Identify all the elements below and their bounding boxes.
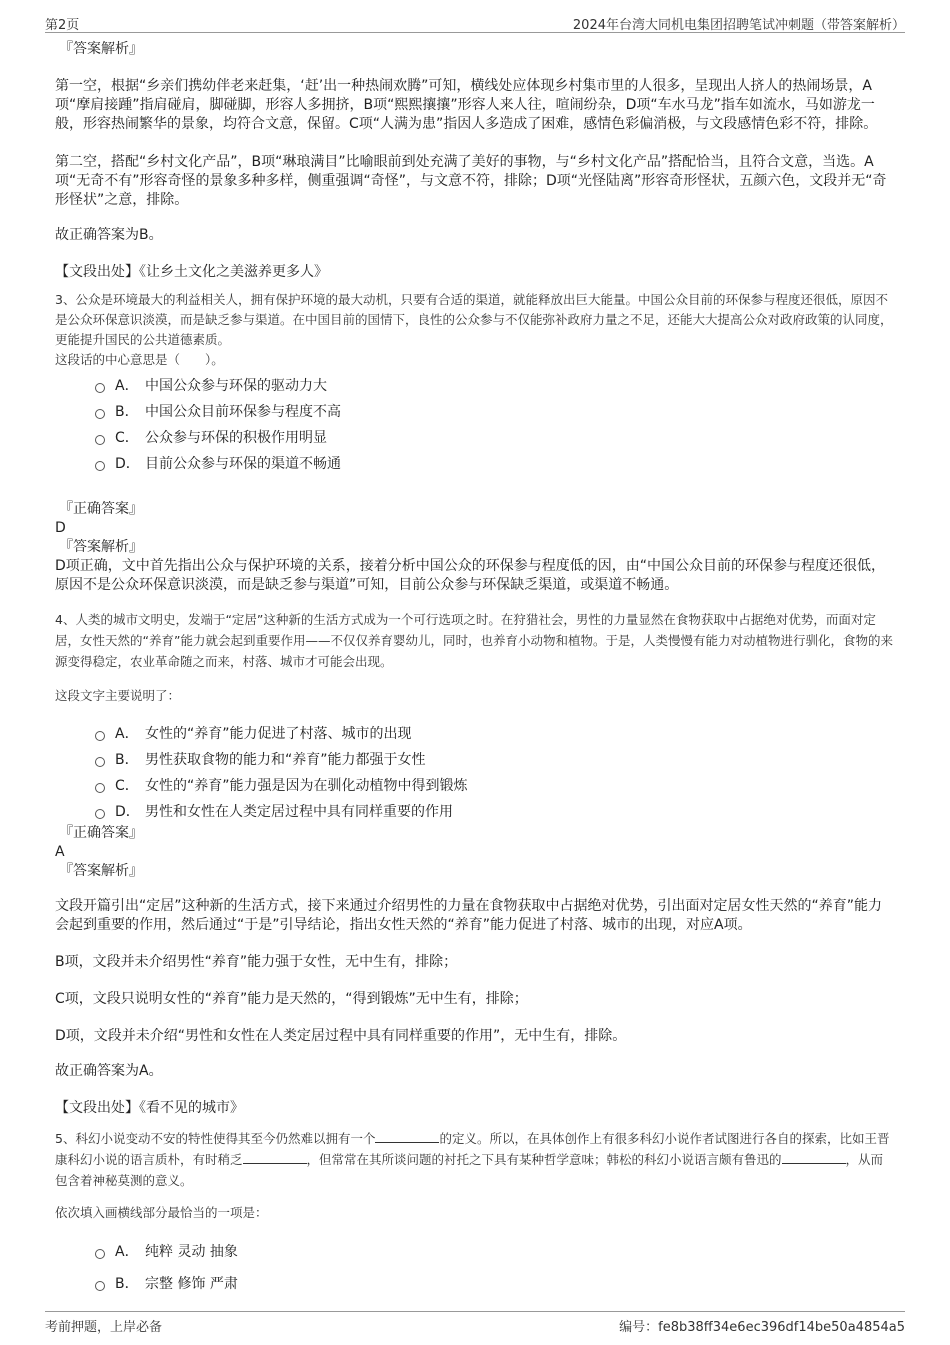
radio-icon[interactable]: [95, 757, 105, 767]
q2-analysis-para1: 第一空，根据“乡亲们携幼伴老来赶集，‘赶’出一种热闹欢腾”可知，横线处应体现乡村集市里的人很多，呈现出人挤人的热闹场景，A项“摩肩接踵”指肩碰肩，脚碰脚，形容人多拥挤，B项“熙熙攘攘”形容人来人往，喧闹纷杂，D项“车水马龙”指车如流水，马如游龙一般，形容热闹繁华的景象，均符合文意，保留。C项“人满为患”指因人多造成了困难，感情色彩偏消极，与文段感情色彩不符，排除。: [55, 78, 878, 132]
q4-analysis-1: 文段开篇引出“定居”这种新的生活方式，接下来通过介绍男性的力量在食物获取中占据绝对优势，引出面对定居女性天然的“养育”能力会起到重要的作用，然后通过“于是”引导结论，指出女性天然的“养育”能力促进了村落、城市的出现，对应A项。: [55, 898, 883, 933]
q3-option-a[interactable]: A． 中国公众参与环保的驱动力大: [95, 372, 895, 398]
radio-icon[interactable]: [95, 1249, 105, 1259]
radio-icon[interactable]: [95, 809, 105, 819]
fill-blank: [782, 1151, 846, 1164]
q4-option-d[interactable]: D． 男性和女性在人类定居过程中具有同样重要的作用: [95, 798, 895, 824]
footer-slogan: 考前押题，上岸必备: [45, 1320, 163, 1335]
q4-option-b[interactable]: B． 男性获取食物的能力和“养育”能力都强于女性: [95, 746, 895, 772]
q5-stem: 5、科幻小说变动不安的特性使得其至今仍然难以拥有一个 的定义。所以，在具体创作上有很多科幻小说作者试图进行各自的探索，比如王晋康科幻小说的语言质朴，有时稍乏 ，但常常在其所谈问题的衬托之下具有某种哲学意味；韩松的科幻小说语言颇有鲁迅的 ，从而包含着神秘莫测的意义。: [55, 1131, 890, 1188]
q4-option-a[interactable]: A． 女性的“养育”能力促进了村落、城市的出现: [95, 720, 895, 746]
q3-prompt: 这段话的中心意思是（ ）。: [55, 352, 224, 367]
q3-answer-title: 『正确答案』: [59, 501, 143, 517]
q4-analysis-title: 『答案解析』: [59, 863, 143, 879]
document-title: 2024年台湾大同机电集团招聘笔试冲刺题（带答案解析）: [572, 18, 905, 33]
q4-source: 【文段出处】《看不见的城市》: [55, 1100, 244, 1116]
q4-options: [95, 720, 895, 824]
q4-stem: 4、人类的城市文明史，发端于“定居”这种新的生活方式成为一个可行选项之时。在狩猎社会，男性的力量显然在食物获取中占据绝对优势，而面对定居，女性天然的“养育”能力就会起到重要作用——不仅仅养育婴幼儿，同时，也养育小动物和植物。于是，人类慢慢有能力对动植物进行驯化，食物的来源变得稳定，农业革命随之而来，村落、城市才可能会出现。: [55, 612, 893, 669]
q5-option-b[interactable]: B． 宗整 修饰 严肃: [95, 1267, 895, 1299]
radio-icon[interactable]: [95, 409, 105, 419]
q3-option-b[interactable]: B． 中国公众目前环保参与程度不高: [95, 398, 895, 424]
q4-answer-title: 『正确答案』: [59, 825, 143, 841]
q4-analysis-4: D项，文段并未介绍“男性和女性在人类定居过程中具有同样重要的作用”，无中生有，排除。: [55, 1028, 627, 1044]
fill-blank: [243, 1151, 307, 1164]
q3-answer: D: [55, 520, 66, 536]
q2-conclusion: 故正确答案为B。: [55, 227, 163, 243]
q2-analysis-title: 『答案解析』: [59, 41, 143, 57]
radio-icon[interactable]: [95, 1281, 105, 1291]
q3-option-d[interactable]: D． 目前公众参与环保的渠道不畅通: [95, 450, 895, 476]
document-serial: 编号：fe8b38ff34e6ec396df14be50a4854a5: [619, 1320, 905, 1335]
q4-conclusion: 故正确答案为A。: [55, 1063, 163, 1079]
q2-analysis-para2: 第二空，搭配“乡村文化产品”，B项“琳琅满目”比喻眼前到处充满了美好的事物，与“乡村文化产品”搭配恰当，且符合文意，当选。A项“无奇不有”形容奇怪的景象多种多样，侧重强调“奇怪”，与文意不符，排除；D项“光怪陆离”形容奇形怪状，五颜六色，文段并无“奇形怪状”之意，排除。: [55, 154, 887, 208]
q4-analysis-3: C项，文段只说明女性的“养育”能力是天然的，“得到锻炼”无中生有，排除；: [55, 991, 528, 1007]
radio-icon[interactable]: [95, 783, 105, 793]
radio-icon[interactable]: [95, 383, 105, 393]
page-footer: [45, 1311, 905, 1334]
q5-option-a[interactable]: A． 纯粹 灵动 抽象: [95, 1235, 895, 1267]
q3-stem: 3、公众是环境最大的利益相关人，拥有保护环境的最大动机，只要有合适的渠道，就能释放出巨大能量。中国公众目前的环保参与程度还很低，原因不是公众环保意识淡漠，而是缺乏参与渠道。在中国目前的国情下，良性的公众参与不仅能弥补政府力量之不足，还能大大提高公众对政府政策的认同度，更能提升国民的公共道德素质。: [55, 292, 893, 347]
radio-icon[interactable]: [95, 461, 105, 471]
page-content: [55, 40, 895, 1299]
q3-analysis: D项正确，文中首先指出公众与保护环境的关系，接着分析中国公众的环保参与程度低的因，由“中国公众目前的环保参与程度还很低，原因不是公众环保意识淡漠，而是缺乏参与渠道”可知，目前公众参与环保缺乏渠道，或渠道不畅通。: [55, 558, 886, 593]
q4-analysis-2: B项，文段并未介绍男性“养育”能力强于女性，无中生有，排除；: [55, 954, 458, 970]
page-number: 第2页: [45, 18, 80, 33]
q4-answer: A: [55, 844, 65, 860]
q5-options: [95, 1235, 895, 1299]
q3-option-c[interactable]: C． 公众参与环保的积极作用明显: [95, 424, 895, 450]
q5-prompt: 依次填入画横线部分最恰当的一项是：: [55, 1205, 268, 1220]
q4-option-c[interactable]: C． 女性的“养育”能力强是因为在驯化动植物中得到锻炼: [95, 772, 895, 798]
radio-icon[interactable]: [95, 731, 105, 741]
q4-prompt: 这段文字主要说明了：: [55, 688, 181, 703]
q3-analysis-title: 『答案解析』: [59, 539, 143, 555]
q2-source: 【文段出处】《让乡土文化之美滋养更多人》: [55, 264, 328, 280]
radio-icon[interactable]: [95, 435, 105, 445]
q3-options: [95, 372, 895, 476]
page-header: [45, 10, 905, 33]
fill-blank: [375, 1130, 439, 1143]
